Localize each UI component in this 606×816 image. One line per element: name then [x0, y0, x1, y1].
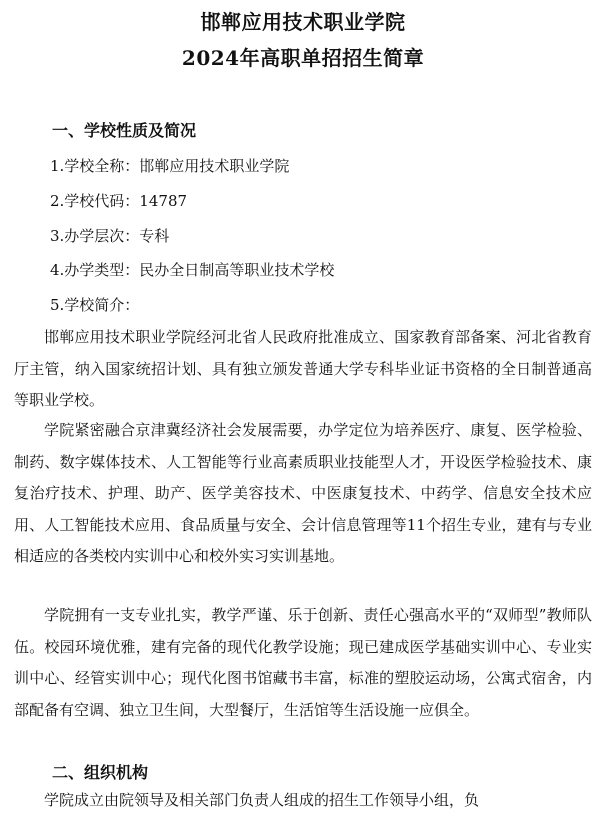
- section2-heading: 二、组织机构: [52, 763, 149, 782]
- info-item-intro-label: 5.学校简介：: [50, 296, 140, 314]
- intro-paragraph-1: 邯郸应用技术职业学院经河北省人民政府批准成立、国家教育部备案、河北省教育厅主管，纳入国家统招计划、具有独立颁发普通大学专科毕业证书资格的全日制普通高等职业学校。: [14, 328, 592, 409]
- info-item-school-code: 2.学校代码：14787: [50, 192, 188, 210]
- info-item-type: 4.办学类型：民办全日制高等职业技术学校: [50, 261, 335, 279]
- organization-paragraph: 学院成立由院领导及相关部门负责人组成的招生工作领导小组，负: [44, 791, 480, 809]
- intro-paragraph-2: 学院紧密融合京津冀经济社会发展需要，办学定位为培养医疗、康复、医学检验、制药、数字媒体技术、人工智能等行业高素质职业技能型人才，开设医学检验技术、康复治疗技术、护理、助产、医学美容技术、中医康复技术、中药学、信息安全技术应用、人工智能技术应用、食品质量与安全、会计信息管理等11个招生专业，建有与专业相适应的各类校内实训中心和校外实习实训基地。: [14, 421, 592, 565]
- section1-heading: 一、学校性质及简况: [52, 121, 197, 140]
- document-title-line2: 2024年高职单招招生简章: [181, 46, 425, 70]
- info-item-level: 3.办学层次：专科: [50, 227, 170, 245]
- intro-paragraph-3: 学院拥有一支专业扎实，教学严谨、乐于创新、责任心强高水平的“双师型”教师队伍。校园环境优雅，建有完备的现代化教学设施；现已建成医学基础实训中心、专业实训中心、经管实训中心；现代化图书馆藏书丰富，标准的塑胶运动场，公寓式宿舍，内部配备有空调、独立卫生间，大型餐厅，生活馆等生活设施一应俱全。: [14, 606, 592, 719]
- info-item-full-name: 1.学校全称：邯郸应用技术职业学院: [50, 157, 290, 175]
- document-title-line1: 邯郸应用技术职业学院: [200, 10, 406, 34]
